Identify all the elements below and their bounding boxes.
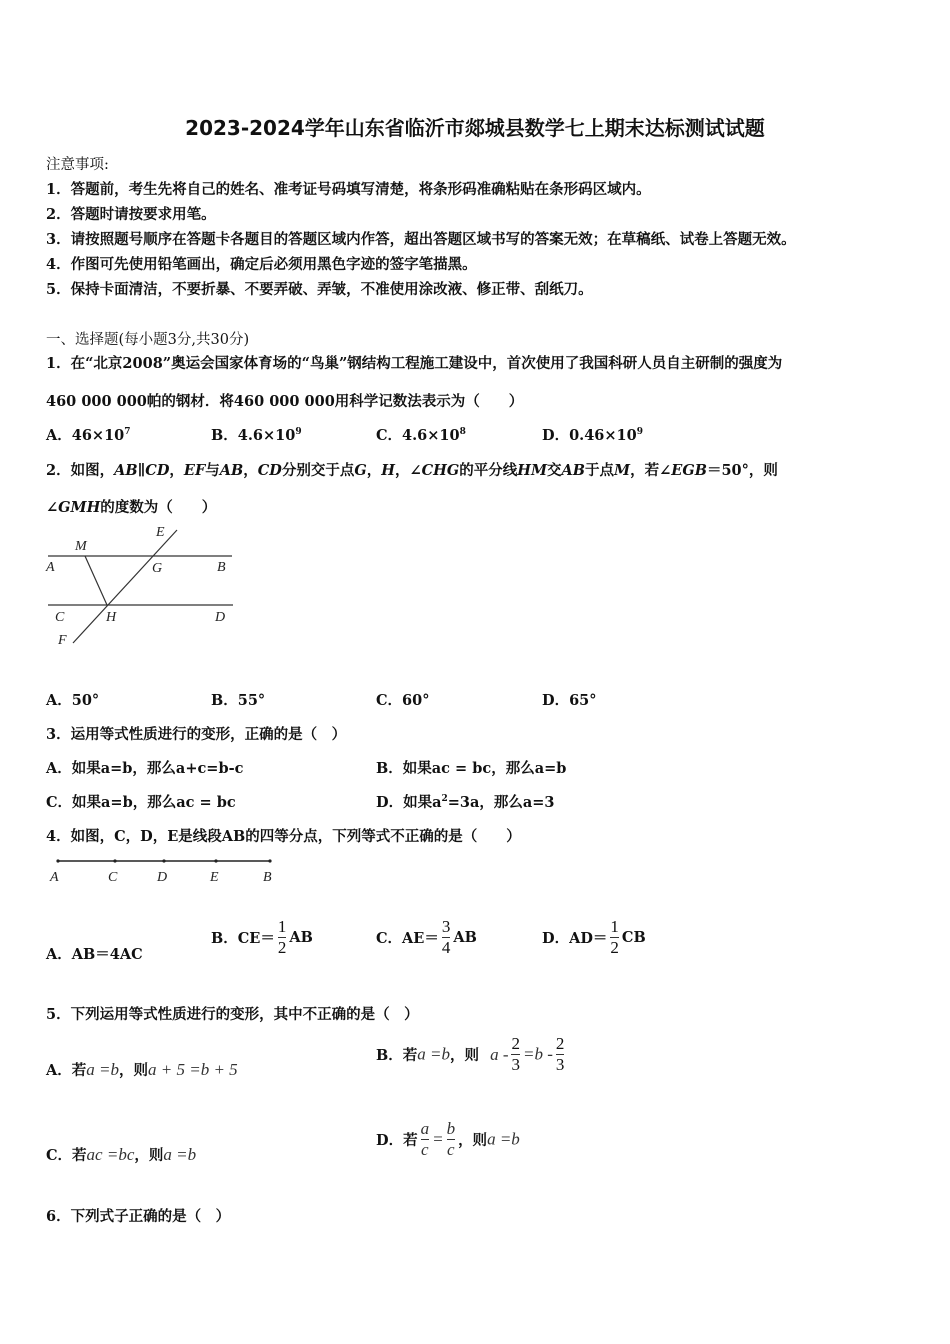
q4-option-d: D．AD＝ $\frac{1}{2}$ CB	[542, 917, 646, 957]
line-hm	[85, 556, 107, 605]
section-heading: 一、选择题(每小题3分,共30分)	[46, 332, 250, 348]
label-a: A	[50, 870, 59, 885]
q5-option-a: A．若a =b，则a + 5 =b + 5	[46, 1060, 238, 1079]
notice-item-4: 4．作图可先使用铅笔画出，确定后必须用黑色字迹的签字笔描黑。	[46, 256, 477, 273]
q1-stem-line1: 1．在“北京2008”奥运会国家体育场的“鸟巢”钢结构工程施工建设中，首次使用了我国科研人员自主研制的强度为	[46, 355, 783, 372]
line-ef	[73, 530, 177, 643]
notice-item-1: 1．答题前，考生先将自己的姓名、准考证号码填写清楚，将条形码准确粘贴在条形码区域内。	[46, 181, 651, 198]
q3-option-d: D．如果$a^2=3a$，那么a=3	[376, 794, 555, 811]
notice-heading: 注意事项:	[46, 157, 109, 173]
q5-option-d: D．若 $\frac{a}{c}$ = $\frac{b}{c}$ ，则a =b	[376, 1119, 520, 1159]
q1-stem-line2: 460 000 000帕的钢材．将460 000 000用科学记数法表示为（ ）	[46, 393, 524, 410]
q1-option-a: A．$46\times 10^7$	[46, 427, 131, 444]
q1-option-b: B．$4.6\times 10^9$	[211, 427, 302, 444]
q2-option-a: A．50°	[46, 692, 100, 709]
q6-stem: 6．下列式子正确的是（ ）	[46, 1208, 231, 1225]
label-b: B	[217, 560, 226, 575]
label-m: M	[75, 539, 87, 554]
q2-figure	[40, 520, 240, 650]
q2-option-b: B．55°	[211, 692, 266, 709]
label-e: E	[210, 870, 219, 885]
q2-stem-line2: ∠GMH的度数为（ ）	[46, 499, 217, 516]
label-f: F	[58, 633, 67, 648]
q4-figure	[44, 852, 284, 888]
q2-option-c: C．60°	[376, 692, 430, 709]
label-c: C	[108, 870, 118, 885]
label-h: H	[106, 610, 117, 625]
label-a: A	[46, 560, 55, 575]
q1-option-d: D．$0.46\times 10^9$	[542, 427, 643, 444]
q4-stem: 4．如图，C，D，E是线段AB的四等分点，下列等式不正确的是（ ）	[46, 828, 521, 845]
notice-item-3: 3．请按照题号顺序在答题卡各题目的答题区域内作答，超出答题区域书写的答案无效；在草稿纸、试卷上答题无效。	[46, 231, 796, 248]
page-title: 2023-2024学年山东省临沂市郯城县数学七上期末达标测试试题	[185, 116, 765, 140]
q3-option-b: B．如果ac = bc，那么a=b	[376, 760, 567, 777]
label-b: B	[263, 870, 272, 885]
label-g: G	[152, 561, 163, 576]
q2-option-d: D．65°	[542, 692, 597, 709]
q4-option-c: C．AE＝ $\frac{3}{4}$ AB	[376, 917, 477, 957]
label-d: D	[157, 870, 168, 885]
q5-stem: 5．下列运用等式性质进行的变形，其中不正确的是（ ）	[46, 1006, 419, 1023]
q1-option-c: C．$4.6\times 10^8$	[376, 427, 466, 444]
q3-option-c: C．如果a=b，那么ac = bc	[46, 794, 236, 811]
q4-option-b: B．CE＝ $\frac{1}{2}$ AB	[211, 917, 313, 957]
q4-option-a: A．AB＝4AC	[46, 946, 143, 963]
q3-option-a: A．如果a=b，那么a+c=b-c	[46, 760, 244, 777]
notice-item-2: 2．答题时请按要求用笔。	[46, 206, 216, 223]
label-e: E	[156, 525, 165, 540]
q2-stem-line1: 2．如图，AB∥CD，EF与AB，CD分别交于点G，H，∠CHG的平分线HM交AB于点M，若∠EGB＝50°，则	[46, 462, 778, 479]
label-c: C	[55, 610, 65, 625]
q5-option-c: C．若ac =bc，则a =b	[46, 1145, 197, 1164]
notice-item-5: 5．保持卡面清洁，不要折暴、不要弄破、弄皱，不准使用涂改液、修正带、刮纸刀。	[46, 281, 593, 298]
label-d: D	[215, 610, 226, 625]
q3-stem: 3．运用等式性质进行的变形，正确的是（ ）	[46, 726, 347, 743]
q5-option-b: B．若a =b，则 a - $\frac{2}{3}$ =b - $\frac{2}{3}$	[376, 1034, 565, 1074]
